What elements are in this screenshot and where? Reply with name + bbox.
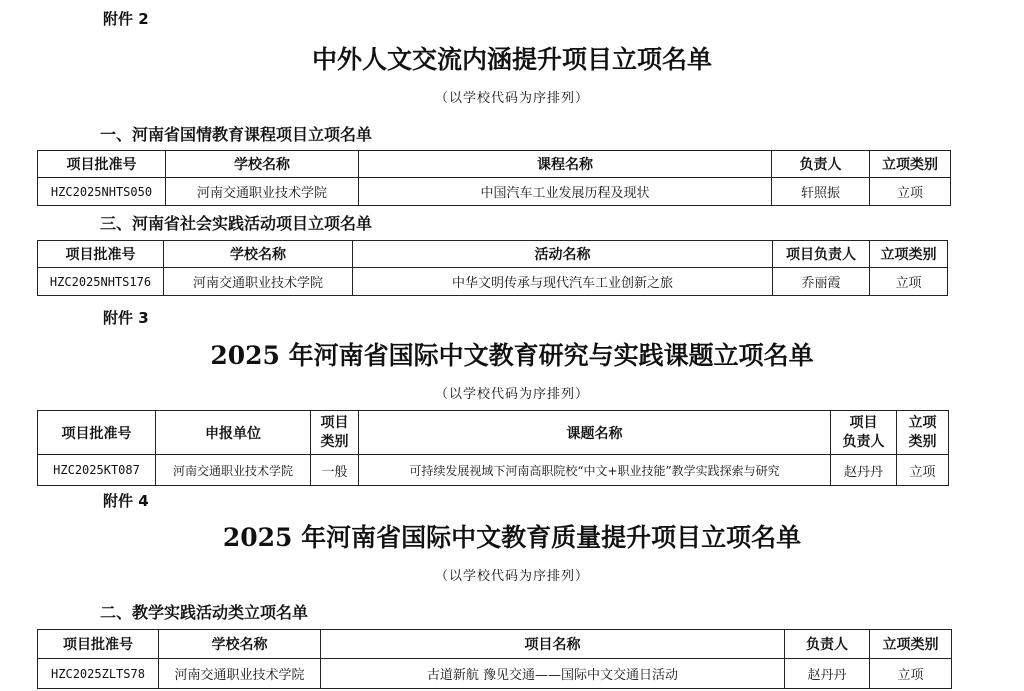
- attachment-3-subtitle: （以学校代码为序排列）: [434, 387, 589, 402]
- header-course-name: 课程名称: [359, 151, 772, 178]
- header-school-name: 学校名称: [166, 151, 359, 178]
- cell-approval-number: HZC2025NHTS050: [38, 178, 166, 206]
- table-header-row: [38, 241, 948, 268]
- header-text: 类别: [908, 433, 937, 450]
- header-text: 项目: [320, 414, 349, 431]
- header-school-name: 学校名称: [164, 241, 353, 268]
- header-category: 立项类别: [870, 630, 952, 659]
- header-leader: 负责人: [785, 630, 870, 659]
- section-heading-national-education: 一、河南省国情教育课程项目立项名单: [100, 125, 373, 144]
- header-text: 项目: [849, 414, 878, 431]
- cell-approval-number: HZC2025ZLTS78: [38, 659, 159, 689]
- header-project-leader: [831, 411, 897, 455]
- header-applicant-unit: 申报单位: [156, 411, 311, 455]
- table-row: [38, 659, 952, 689]
- section-heading-teaching-practice: 二、教学实践活动类立项名单: [100, 603, 309, 622]
- cell-approval-number: HZC2025KT087: [38, 455, 156, 486]
- cell-school-name: 河南交通职业技术学院: [164, 268, 353, 296]
- attachment-2-subtitle: （以学校代码为序排列）: [434, 91, 589, 106]
- header-category: [897, 411, 949, 455]
- cell-category: 立项: [870, 178, 951, 206]
- cell-approval-number: HZC2025NHTS176: [38, 268, 164, 296]
- teaching-practice-table: [37, 629, 952, 689]
- table-header-row: [38, 411, 949, 455]
- header-activity-name: 活动名称: [353, 241, 773, 268]
- section-heading-social-practice: 三、河南省社会实践活动项目立项名单: [100, 214, 373, 233]
- cell-category: 立项: [870, 659, 952, 689]
- header-leader: 负责人: [772, 151, 870, 178]
- cell-school-name: 河南交通职业技术学院: [159, 659, 321, 689]
- cell-leader: 轩照振: [772, 178, 870, 206]
- research-topic-table: [37, 410, 949, 486]
- cell-leader: 赵丹丹: [831, 455, 897, 486]
- attachment-2-label: 附件 2: [103, 10, 149, 28]
- cell-project-name: 古道新航 豫见交通——国际中文交通日活动: [321, 659, 785, 689]
- header-project-name: 项目名称: [321, 630, 785, 659]
- attachment-3-title: 2025 年河南省国际中文教育研究与实践课题立项名单: [210, 341, 814, 370]
- attachment-4-title: 2025 年河南省国际中文教育质量提升项目立项名单: [222, 523, 802, 552]
- cell-category: 立项: [870, 268, 948, 296]
- header-project-leader: 项目负责人: [773, 241, 870, 268]
- header-topic-name: 课题名称: [359, 411, 831, 455]
- table-row: [38, 178, 951, 206]
- cell-leader: 赵丹丹: [785, 659, 870, 689]
- header-category: 立项类别: [870, 151, 951, 178]
- header-text: 负责人: [842, 433, 885, 450]
- cell-project-type: 一般: [311, 455, 359, 486]
- cell-category: 立项: [897, 455, 949, 486]
- attachment-4-subtitle: （以学校代码为序排列）: [434, 569, 589, 584]
- header-text: 类别: [320, 433, 349, 450]
- cell-applicant-unit: 河南交通职业技术学院: [156, 455, 311, 486]
- cell-activity-name: 中华文明传承与现代汽车工业创新之旅: [353, 268, 773, 296]
- header-approval-number: 项目批准号: [38, 411, 156, 455]
- table-header-row: [38, 151, 951, 178]
- table-row: [38, 455, 949, 486]
- table-header-row: [38, 630, 952, 659]
- cell-school-name: 河南交通职业技术学院: [166, 178, 359, 206]
- attachment-3-label: 附件 3: [103, 309, 149, 327]
- attachment-2-title: 中外人文交流内涵提升项目立项名单: [311, 45, 712, 74]
- header-category: 立项类别: [870, 241, 948, 268]
- header-approval-number: 项目批准号: [38, 151, 166, 178]
- cell-leader: 乔丽霞: [773, 268, 870, 296]
- cell-course-name: 中国汽车工业发展历程及现状: [359, 178, 772, 206]
- attachment-4-label: 附件 4: [103, 492, 149, 510]
- header-approval-number: 项目批准号: [38, 241, 164, 268]
- header-project-type: [311, 411, 359, 455]
- header-school-name: 学校名称: [159, 630, 321, 659]
- header-approval-number: 项目批准号: [38, 630, 159, 659]
- table-row: [38, 268, 948, 296]
- national-education-course-table: [37, 150, 951, 206]
- header-text: 立项: [908, 414, 937, 431]
- cell-topic-name: 可持续发展视域下河南高职院校“中文+职业技能”教学实践探索与研究: [359, 455, 831, 486]
- social-practice-activity-table: [37, 240, 948, 296]
